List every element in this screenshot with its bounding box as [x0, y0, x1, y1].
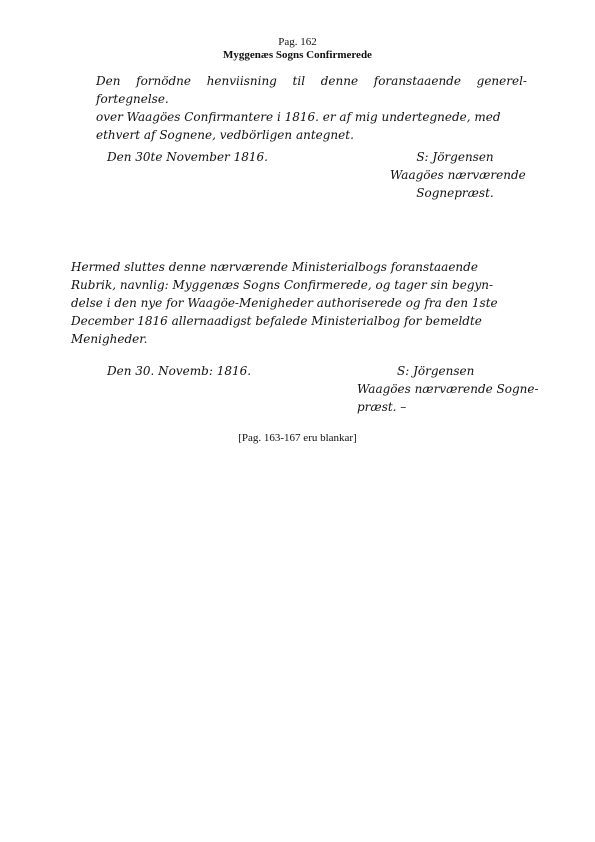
signature-title: Sognepræst.: [416, 186, 494, 200]
date-line-2: Den 30. Novemb: 1816.: [107, 364, 252, 378]
paragraph-line: over Waagöes Confirmantere i 1816. er af mig undertegnede, med: [96, 110, 501, 124]
paragraph-1: [96, 72, 527, 144]
signature-block-1: [390, 148, 526, 202]
page-heading: Myggenæs Sogns Confirmerede: [223, 49, 372, 61]
paragraph-line: Den fornödne henviisning til denne foranstaaende generel-fortegnelse.: [96, 74, 527, 106]
paragraph-line: Rubrik, navnlig: Myggenæs Sogns Confirmerede, og tager sin begyn-: [71, 278, 494, 292]
date-line-1: Den 30te November 1816.: [107, 150, 268, 164]
paragraph-2: [71, 258, 527, 348]
signature-title: præst. –: [357, 400, 407, 414]
paragraph-line: ethvert af Sognene, vedbörligen antegnet.: [96, 128, 354, 142]
page-number: Pag. 162: [278, 36, 317, 48]
signature-name: S: Jörgensen: [397, 364, 475, 378]
signature-title: Waagöes nærværende Sogne-: [357, 382, 539, 396]
editorial-note: [Pag. 163-167 eru blankar]: [238, 432, 357, 444]
paragraph-line: Menigheder.: [71, 332, 148, 346]
paragraph-line: Hermed sluttes denne nærværende Ministerialbogs foranstaaende: [71, 260, 478, 274]
paragraph-line: December 1816 allernaadigst befalede Ministerialbog for bemeldte: [71, 314, 482, 328]
signature-name: S: Jörgensen: [416, 150, 494, 164]
paragraph-line: delse i den nye for Waagöe-Menigheder authoriserede og fra den 1ste: [71, 296, 498, 310]
signature-block-2: [357, 362, 539, 416]
signature-title: Waagöes nærværende: [390, 168, 526, 182]
